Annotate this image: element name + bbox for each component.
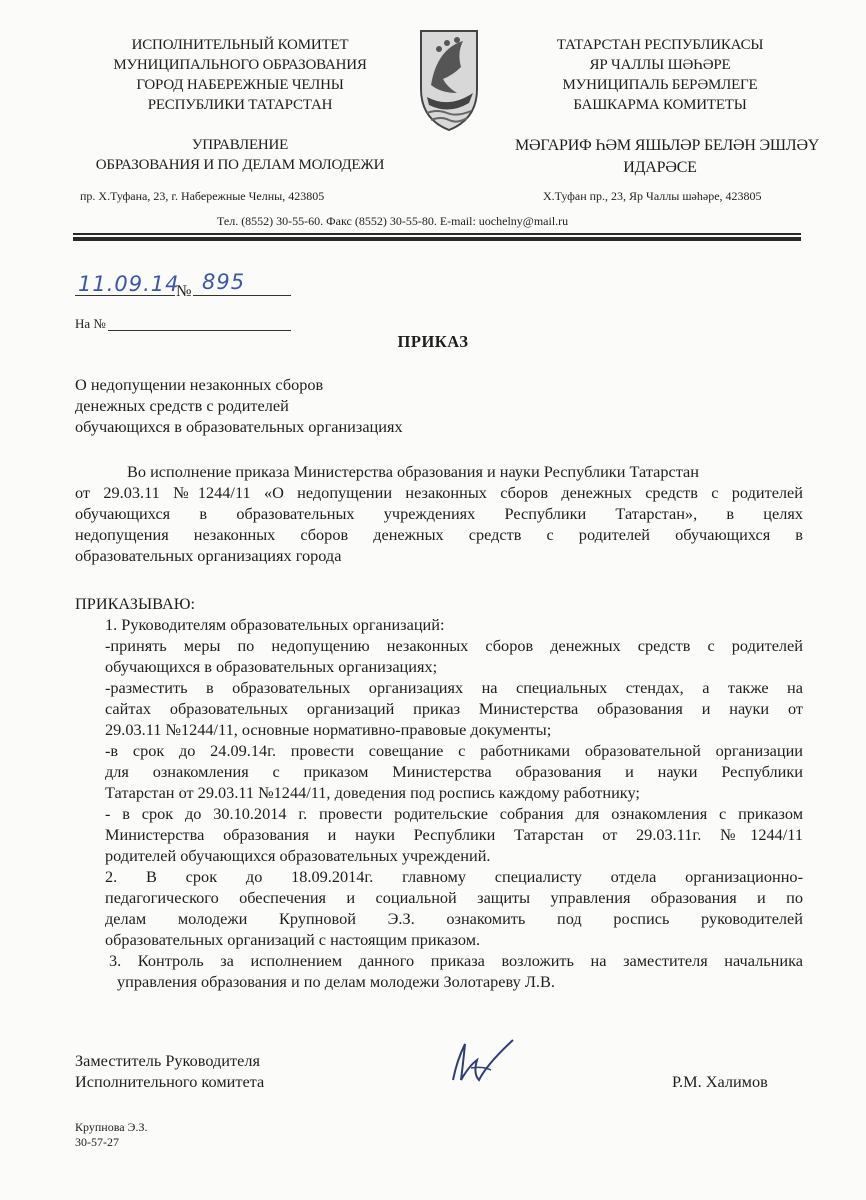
item-line: -разместить в образовательных организациях на специальных стендах, а также на [105,678,803,697]
header-right-org [530,35,790,115]
preamble-line: Во исполнение приказа Министерства образования и науки Республики Татарстан [127,462,699,481]
signatory-name: Р.М. Халимов [672,1072,768,1091]
item-line: управления образования и по делам молодежи Золотареву Л.В. [117,972,555,991]
header-left-line: РЕСПУБЛИКИ ТАТАРСТАН [147,97,333,113]
item-line: 3. Контроль за исполнением данного приказа возложить на заместителя начальника [109,951,803,970]
registration-date: 11.09.14 [78,272,180,296]
number-underline [193,295,291,296]
preamble [75,461,803,566]
item-line: 29.03.11 №1244/11, основные нормативно-правовые документы; [105,720,552,739]
item-line: -принять меры по недопущению незаконных сборов денежных средств с родителей [105,636,803,655]
document-subject [75,374,403,437]
coat-of-arms-icon [417,27,481,133]
item-line: Татарстан от 29.03.11 №1244/11, доведения под роспись каждому работнику; [105,783,640,802]
item-line: для ознакомления с приказом Министерства образования и науки Республики [105,762,803,781]
item-line: Министерства образования и науки Республики Татарстан от 29.03.11г. №1244/11 [105,825,803,844]
header-left-org [100,35,380,115]
reply-label: На № [75,316,106,331]
item-line: обучающихся в образовательных организациях; [105,657,438,676]
coat-of-arms [417,27,481,133]
item-line: образовательных организаций с настоящим приказом. [105,930,481,949]
item-line: 2. В срок до 18.09.2014г. главному специалисту отдела организационно- [105,867,803,886]
header-right-dept [515,135,820,179]
header-left-line: ИСПОЛНИТЕЛЬНЫЙ КОМИТЕТ [131,37,349,53]
header-right-dept-line: МӘГАРИФ ҺӘМ ЯШЬЛӘР БЕЛӘН ЭШЛӘҮ [515,137,820,154]
header-left-dept-line: ОБРАЗОВАНИЯ И ПО ДЕЛАМ МОЛОДЕЖИ [95,157,385,173]
position-line: Исполнительного комитета [75,1072,265,1091]
order-word: ПРИКАЗЫВАЮ: [75,594,195,613]
signatory-position [75,1050,264,1092]
item-line: родителей обучающихся образовательных учреждений. [105,846,491,865]
number-label: № [176,281,192,300]
position-line: Заместитель Руководителя [75,1051,260,1070]
preamble-line: от 29.03.11 №1244/11 «О недопущении незаконных сборов денежных средств с родителей [75,483,803,502]
contacts: Тел. (8552) 30-55-60. Факс (8552) 30-55-80. E-mail: uochelny@mail.ru [217,214,569,228]
handwritten-signature [443,1030,523,1090]
executor-name: Крупнова Э.З. [75,1120,148,1134]
header-left-address: пр. Х.Туфана, 23, г. Набережные Челны, 423805 [80,189,325,203]
executor [75,1120,147,1150]
header-left-dept-line: УПРАВЛЕНИЕ [191,137,289,153]
item-line: -в срок до 24.09.14г. провести совещание с работниками образовательной организации [105,741,803,760]
header-right-line: ЯР ЧАЛЛЫ ШӘҺӘРЕ [589,57,731,73]
document-title: ПРИКАЗ [397,332,469,351]
header-right-line: ТАТАРСТАН РЕСПУБЛИКАСЫ [556,37,764,53]
header-left-line: ГОРОД НАБЕРЕЖНЫЕ ЧЕЛНЫ [136,77,344,93]
item-line: педагогического обеспечения и социальной защиты управления образования и по [105,888,803,907]
header-rule-thick [73,237,801,241]
header-right-line: БАШКАРМА КОМИТЕТЫ [573,97,747,113]
preamble-line: обучающихся в образовательных учреждениях Республики Татарстан», в целях [75,504,803,523]
item-line: - в срок до 30.10.2014 г. провести родительские собрания для ознакомления с приказом [105,804,803,823]
header-right-dept-line: ИДАРӘСЕ [623,159,697,176]
subject-line: обучающихся в образовательных организациях [75,417,403,436]
header-left-dept [80,135,400,175]
reply-underline [108,330,291,331]
preamble-line: образовательных организациях города [75,546,342,565]
registration-number: 895 [202,270,246,294]
executor-phone: 30-57-27 [75,1135,119,1149]
item-line: делам молодежи Крупновой Э.З. ознакомить под роспись руководителей [105,909,803,928]
subject-line: О недопущении незаконных сборов [75,375,324,394]
header-right-address: Х.Туфан пр., 23, Яр Чаллы шәһәре, 423805 [543,189,762,203]
preamble-line: недопущения незаконных сборов денежных средств с родителей обучающихся в [75,525,803,544]
item-line: сайтах образовательных организаций приказ Министерства образования и науки от [105,699,803,718]
signature-icon [443,1030,523,1090]
header-rule-thin [73,233,801,235]
date-underline [75,295,175,296]
header-left-line: МУНИЦИПАЛЬНОГО ОБРАЗОВАНИЯ [113,57,367,73]
order-items [105,614,803,992]
subject-line: денежных средств с родителей [75,396,289,415]
item-line: 1. Руководителям образовательных организаций: [105,615,445,634]
header-right-line: МУНИЦИПАЛЬ БЕРӘМЛЕГЕ [562,77,758,93]
